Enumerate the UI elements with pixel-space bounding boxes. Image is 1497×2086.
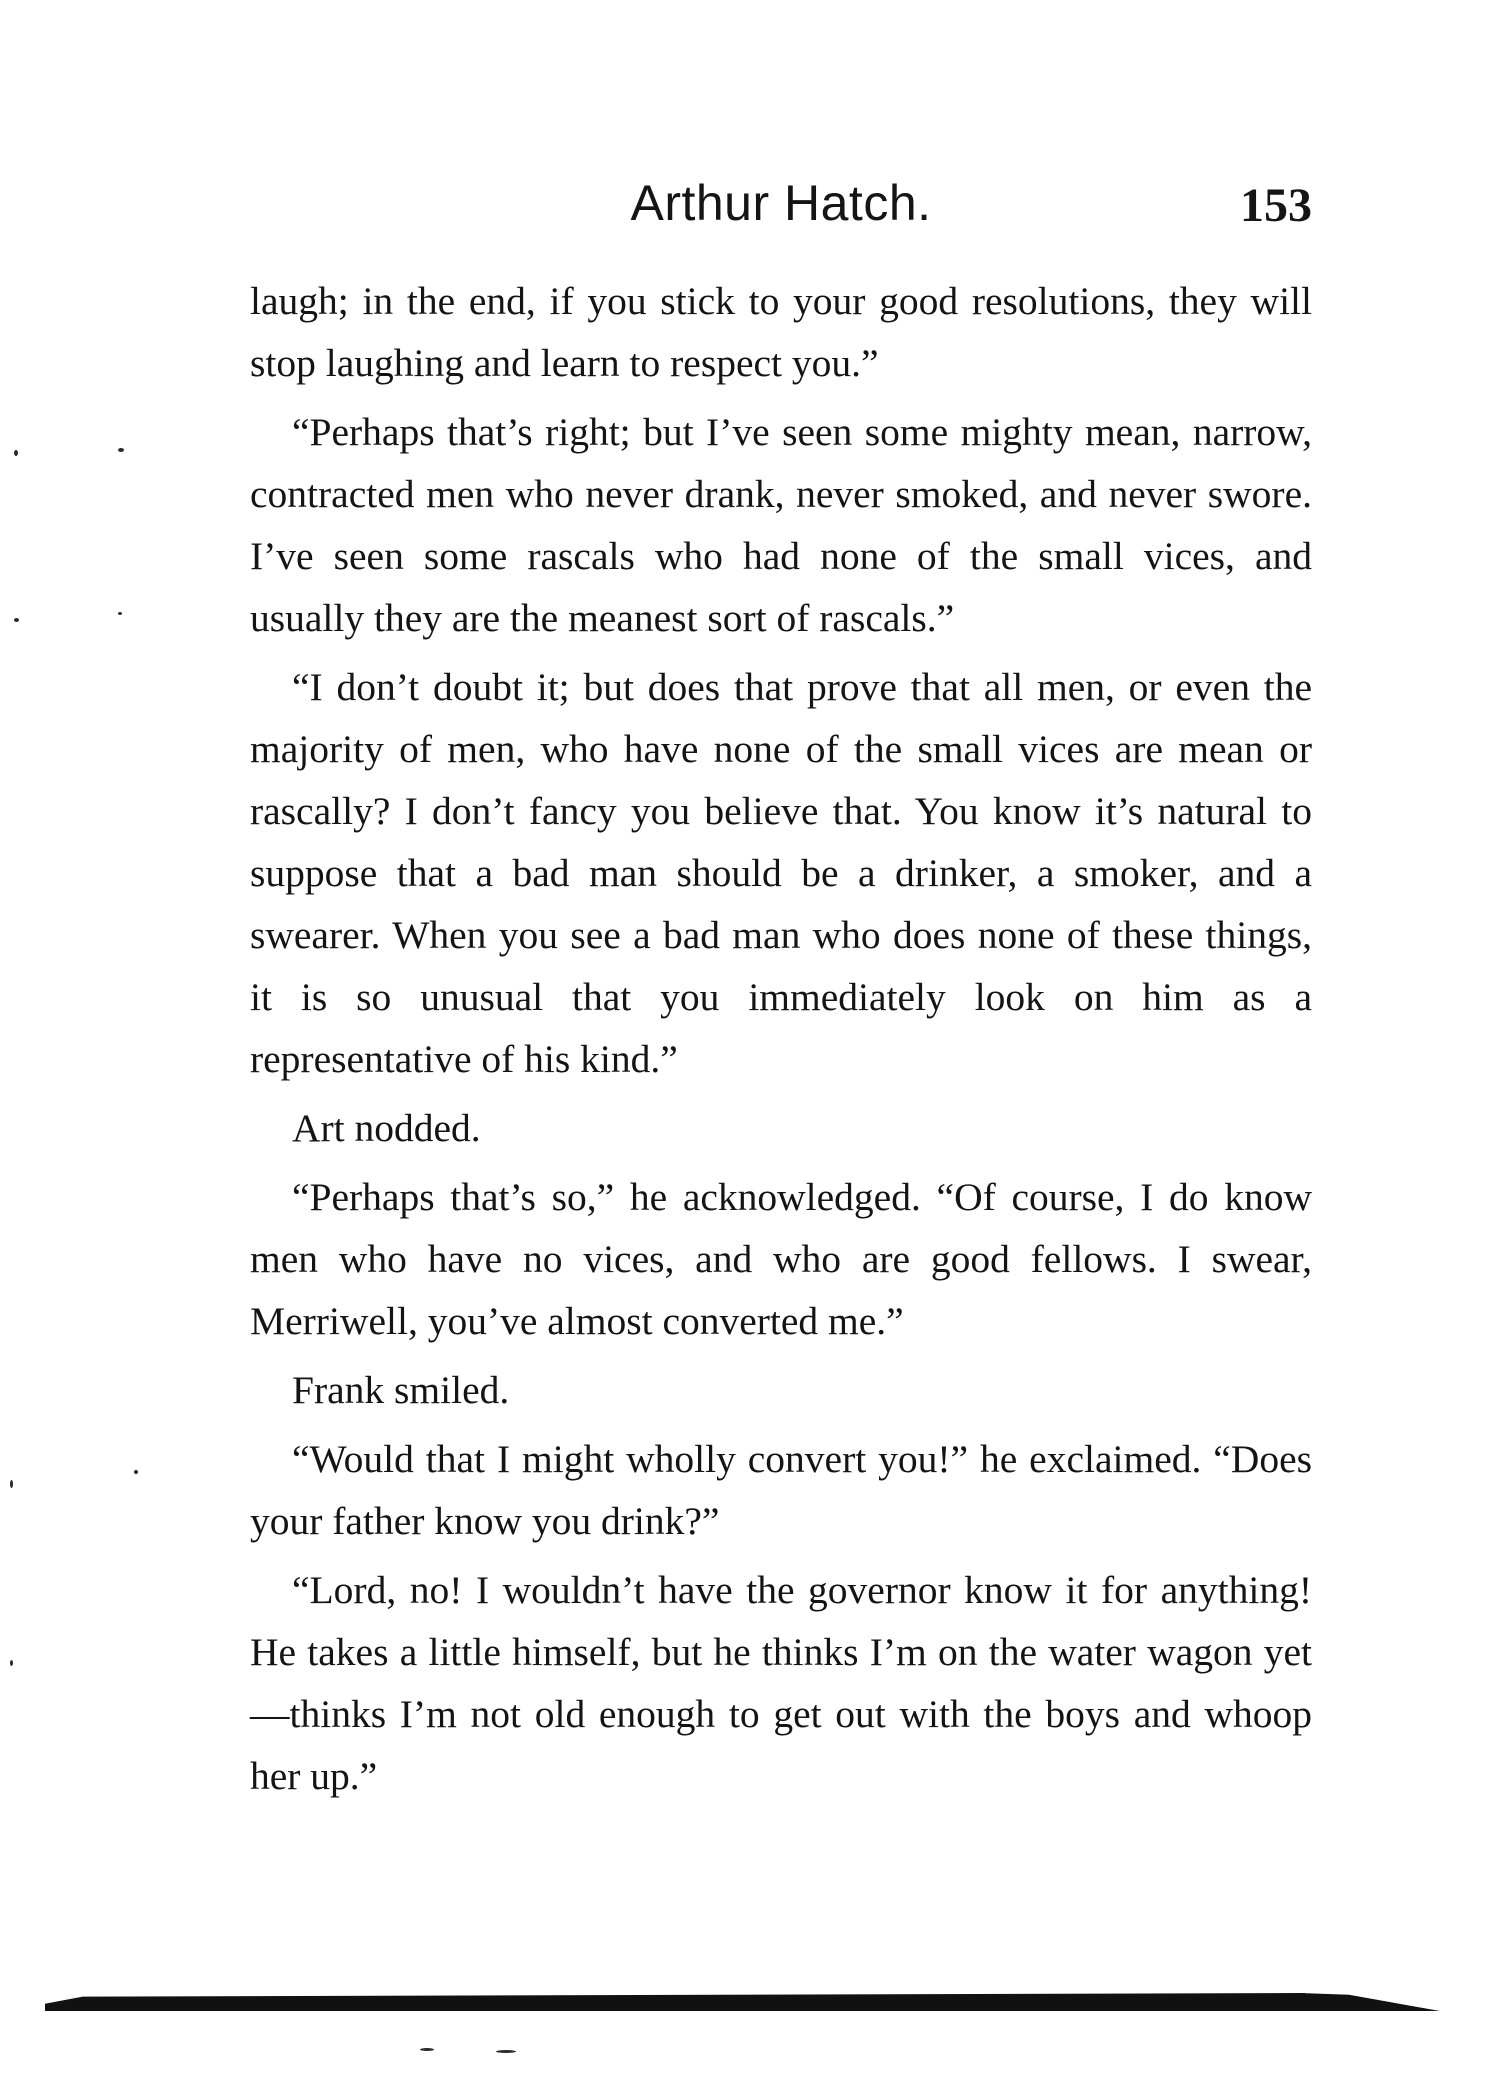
paragraph: “Lord, no! I wouldn’t have the governor know it for anything! He takes a little himself, but he thinks I’m on the water wagon yet—thinks I’m not old enough to get out with the boys and whoop her up.” (250, 1568, 1312, 1798)
scan-speck (420, 2048, 434, 2051)
bottom-rule (45, 1993, 1305, 2011)
scan-speck (10, 1480, 13, 1488)
scan-speck (14, 450, 18, 456)
running-title: Arthur Hatch. (630, 175, 932, 231)
body-text (250, 270, 1312, 1807)
scan-speck (14, 618, 19, 622)
paragraph: “I don’t doubt it; but does that prove that all men, or even the majority of men, who have none of the small vices are mean or rascally? I don’t fancy you believe that. You know it’s natural to suppose that a bad man should be a drinker, a smoker, and a swearer. When you see a bad man who does none of these things, it is so unusual that you immediately look on him as a representative of his kind.” (250, 665, 1312, 1081)
paragraph: laugh; in the end, if you stick to your good resolutions, they will stop laughing and learn to respect you.” (250, 279, 1312, 385)
scan-speck (496, 2050, 516, 2053)
paragraph: Frank smiled. (292, 1368, 510, 1412)
scan-speck (118, 448, 124, 452)
page-header (250, 168, 1312, 238)
scan-speck (118, 612, 122, 615)
scan-speck (134, 1470, 138, 1474)
paragraph: “Would that I might wholly convert you!” he exclaimed. “Does your father know you drink?” (250, 1437, 1312, 1543)
page-number: 153 (1240, 179, 1312, 232)
scan-speck (10, 1660, 13, 1666)
paragraph: “Perhaps that’s so,” he acknowledged. “Of course, I do know men who have no vices, and who are good fellows. I swear, Merriwell, you’ve almost converted me.” (250, 1175, 1312, 1343)
paragraph: Art nodded. (292, 1106, 481, 1150)
paragraph: “Perhaps that’s right; but I’ve seen some mighty mean, narrow, contracted men who never drank, never smoked, and never swore. I’ve seen some rascals who had none of the small vices, and usually they are the meanest sort of rascals.” (250, 410, 1312, 640)
bottom-rule-tail (1300, 1993, 1440, 2011)
